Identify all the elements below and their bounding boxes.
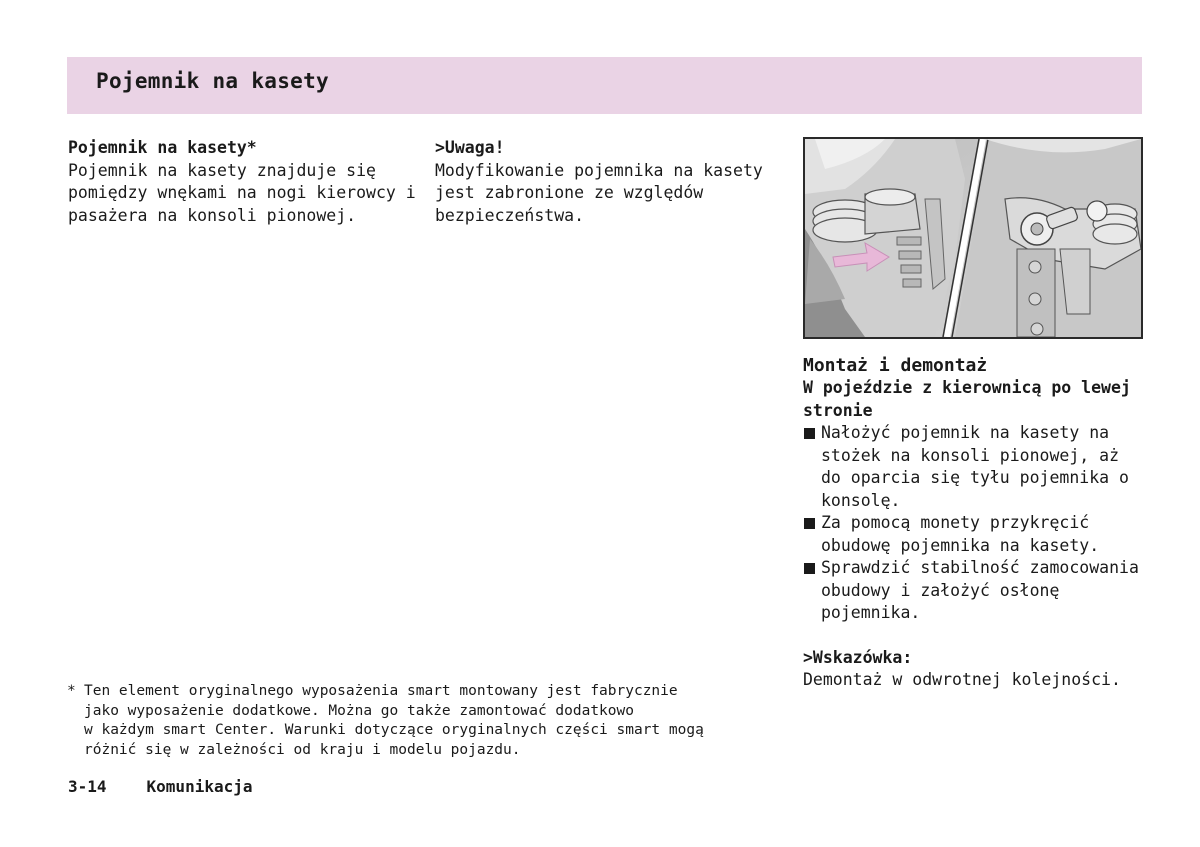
section-heading: Pojemnik na kasety* bbox=[68, 138, 257, 157]
warning-body: Modyfikowanie pojemnika na kasety jest zabronione ze względów bezpieczeństwa. bbox=[435, 160, 763, 225]
header-band bbox=[67, 57, 1142, 114]
footnote bbox=[67, 682, 787, 760]
section-name: Komunikacja bbox=[146, 777, 253, 796]
warning-heading: >Uwaga! bbox=[435, 138, 505, 157]
footnote-marker: * bbox=[67, 683, 76, 699]
assembly-subtitle: W pojeździe z kierownicą po lewej stronie bbox=[803, 378, 1131, 420]
cassette-holder-illustration bbox=[803, 137, 1143, 339]
illustration-drawing bbox=[805, 139, 1141, 337]
list-item bbox=[803, 512, 1148, 557]
step-text: Za pomocą monety przykręcić obudowę pojemnika na kasety. bbox=[821, 513, 1100, 555]
hint-body: Demontaż w odwrotnej kolejności. bbox=[803, 670, 1121, 689]
page-footer bbox=[68, 777, 253, 796]
list-item bbox=[803, 422, 1148, 512]
page-number: 3-14 bbox=[68, 777, 107, 796]
footnote-text: Ten element oryginalnego wyposażenia smart montowany jest fabrycznie jako wyposażenie dodatkowe. Można go także zamontować dodatkowo w każdym smart Center. Warunki dotyczące oryginalnych części smart mogą różnić się w zależności od kraju i modelu pojazdu. bbox=[84, 683, 704, 758]
intro-column bbox=[68, 137, 418, 227]
assembly-title: Montaż i demontaż bbox=[803, 355, 988, 376]
hint-heading: >Wskazówka: bbox=[803, 647, 913, 667]
square-bullet-icon bbox=[804, 563, 815, 574]
step-text: Sprawdzić stabilność zamocowania obudowy i założyć osłonę pojemnika. bbox=[821, 558, 1139, 622]
step-text: Nałożyć pojemnik na kasety na stożek na konsoli pionowej, aż do oparcia się tyłu pojemnika o konsolę. bbox=[821, 423, 1129, 510]
assembly-column bbox=[803, 355, 1148, 692]
list-item bbox=[803, 557, 1148, 625]
square-bullet-icon bbox=[804, 518, 815, 529]
section-body: Pojemnik na kasety znajduje się pomiędzy wnękami na nogi kierowcy i pasażera na konsoli pionowej. bbox=[68, 160, 416, 225]
warning-column bbox=[435, 137, 765, 227]
assembly-steps bbox=[803, 422, 1148, 625]
square-bullet-icon bbox=[804, 428, 815, 439]
page-title: Pojemnik na kasety bbox=[96, 69, 329, 93]
